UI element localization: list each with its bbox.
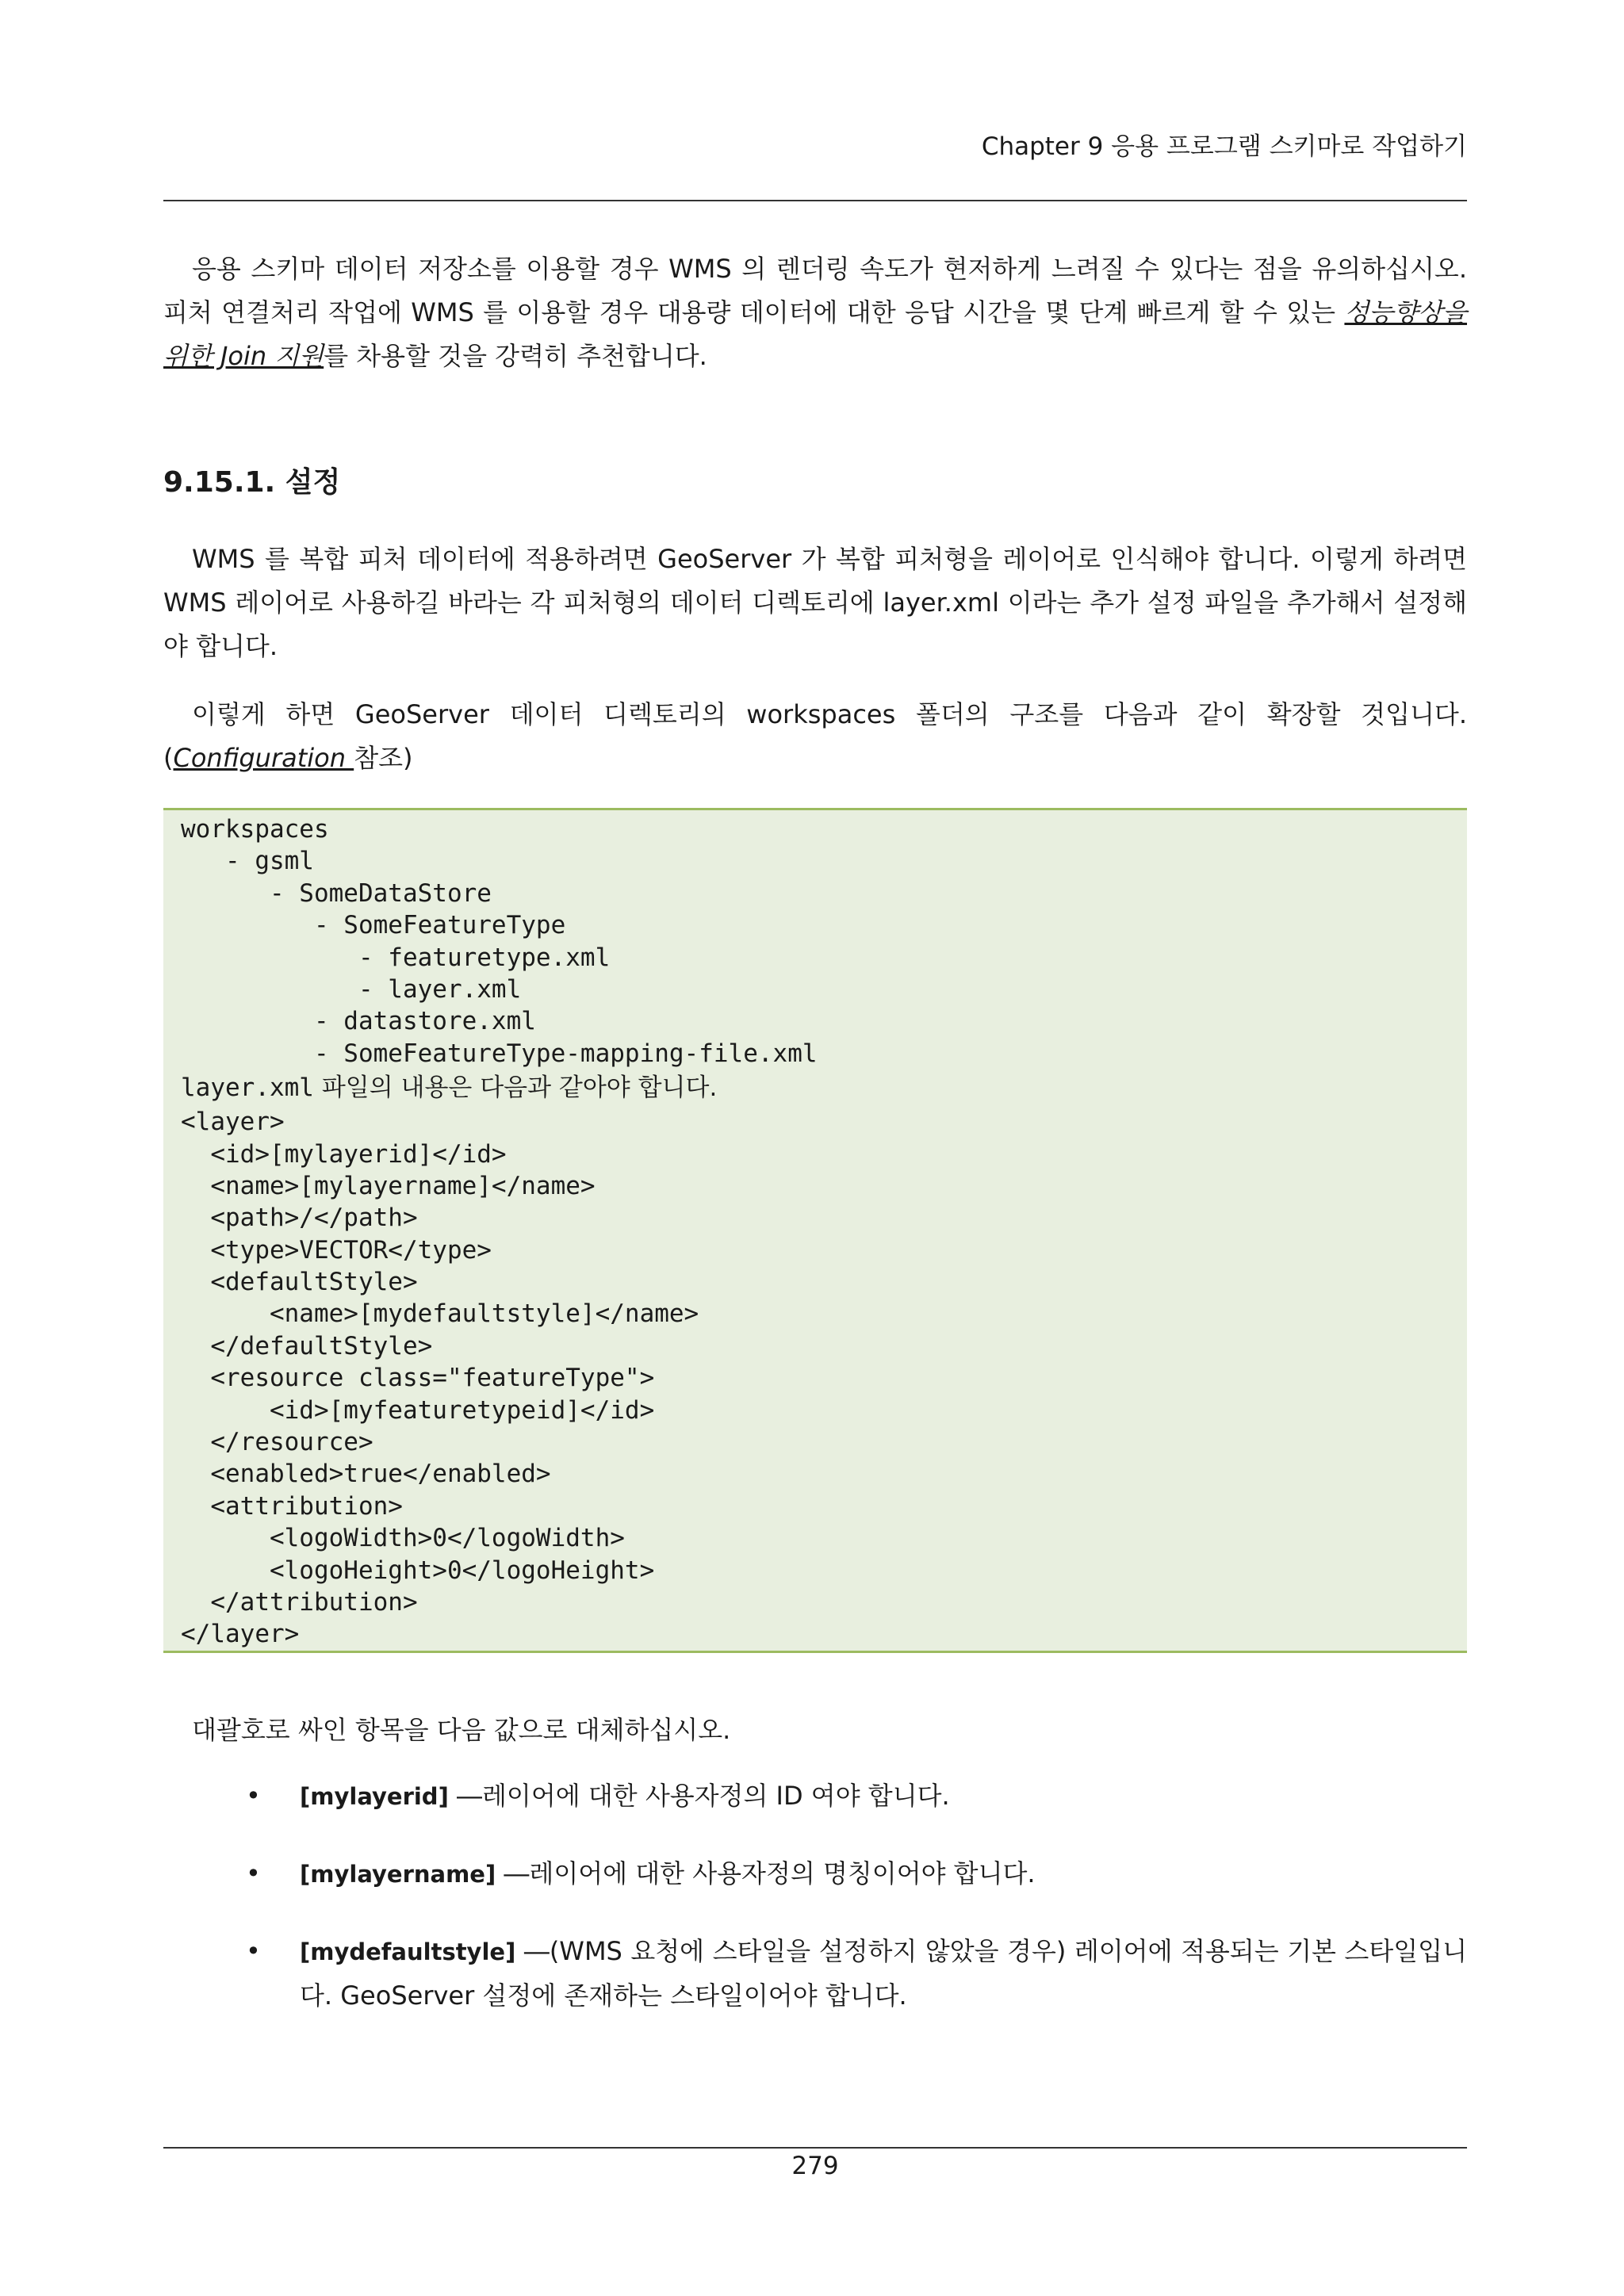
list-item-description: ―레이어에 대한 사용자정의 ID 여야 합니다. xyxy=(448,1781,950,1811)
code-line: <id>[mylayerid]</id> xyxy=(181,1139,507,1169)
code-line: <logoHeight>0</logoHeight> xyxy=(181,1556,655,1585)
footer-rule xyxy=(163,2147,1467,2149)
code-line: <enabled>true</enabled> xyxy=(181,1460,551,1489)
workspace-paragraph xyxy=(163,693,1467,780)
code-line: - gsml xyxy=(181,847,314,876)
code-line: <path>/</path> xyxy=(181,1203,418,1233)
list-item xyxy=(163,1930,1467,2018)
workspace-text-before: 이렇게 하면 GeoServer 데이터 디렉토리의 workspaces 폴더의 구조를 다음과 같이 확장할 것입니다. ( xyxy=(163,699,1467,773)
code-block xyxy=(163,808,1467,1653)
workspace-text-after: 참조) xyxy=(354,743,413,773)
code-line: <id>[myfeaturetypeid]</id> xyxy=(181,1395,655,1425)
list-item xyxy=(163,1774,1467,1819)
code-line: <type>VECTOR</type> xyxy=(181,1235,492,1265)
list-item xyxy=(163,1852,1467,1896)
code-line: <name>[mylayername]</name> xyxy=(181,1171,596,1200)
replacement-list xyxy=(163,1774,1467,2051)
list-item-term: [mylayerid] xyxy=(300,1783,449,1810)
code-note-text: 파일의 내용은 다음과 같아야 합니다. xyxy=(313,1073,718,1103)
code-line: </resource> xyxy=(181,1428,373,1457)
intro-paragraph xyxy=(163,247,1467,378)
running-header: Chapter 9 응용 프로그램 스키마로 작업하기 xyxy=(981,132,1467,161)
code-line: </defaultStyle> xyxy=(181,1331,433,1360)
code-line: </attribution> xyxy=(181,1587,418,1617)
code-line: - SomeDataStore xyxy=(181,878,492,908)
configuration-link[interactable]: Configuration xyxy=(173,743,354,773)
code-line: <resource class="featureType"> xyxy=(181,1364,655,1393)
code-line: </layer> xyxy=(181,1620,300,1649)
code-line: - SomeFeatureType xyxy=(181,911,566,940)
intro-text-after: 를 차용할 것을 강력히 추천합니다. xyxy=(324,341,707,371)
code-line: <logoWidth>0</logoWidth> xyxy=(181,1524,625,1553)
code-line: <defaultStyle> xyxy=(181,1268,418,1297)
code-line: - datastore.xml xyxy=(181,1007,536,1036)
setup-paragraph: WMS 를 복합 피처 데이터에 적용하려면 GeoServer 가 복합 피처형을 레이어로 인식해야 합니다. 이렇게 하려면 WMS 레이어로 사용하길 바라는 각 피처형의 데이터 디렉토리에 layer.xml 이라는 추가 설정 파일을 추가해서 설정해야 합니다. xyxy=(163,544,1467,661)
code-note-line xyxy=(163,1070,1467,1106)
list-item-description: ―레이어에 대한 사용자정의 명칭이어야 합니다. xyxy=(496,1858,1036,1888)
intro-text-before: 응용 스키마 데이터 저장소를 이용할 경우 WMS 의 렌더링 속도가 현저하게 느려질 수 있다는 점을 유의하십시오. 피처 연결처리 작업에 WMS 를 이용할 경우 대용량 데이터에 대한 응답 시간을 몇 단계 빠르게 할 수 있는 xyxy=(163,254,1467,327)
section-heading: 9.15.1. 설정 xyxy=(163,466,341,499)
list-item-term: [mylayername] xyxy=(300,1861,496,1888)
code-line: - SomeFeatureType-mapping-file.xml xyxy=(181,1039,818,1068)
page-number: 279 xyxy=(791,2152,839,2180)
code-line: <attribution> xyxy=(181,1491,403,1521)
bullet-icon: • xyxy=(246,1936,261,1966)
list-item-description: ―(WMS 요청에 스타일을 설정하지 않았을 경우) 레이어에 적용되는 기본 스타일입니다. GeoServer 설정에 존재하는 스타일이어야 합니다. xyxy=(300,1936,1467,2011)
code-line: workspaces xyxy=(181,815,329,844)
header-rule xyxy=(163,200,1467,201)
document-page xyxy=(163,0,1467,2296)
performance-join-link[interactable]: 성능향상을 위한 Join 지원 xyxy=(163,297,1467,371)
bullet-icon: • xyxy=(246,1858,261,1888)
code-line: - layer.xml xyxy=(181,974,522,1004)
list-item-term: [mydefaultstyle] xyxy=(300,1938,516,1965)
code-note-filename: layer.xml xyxy=(181,1073,314,1103)
replace-paragraph: 대괄호로 싸인 항목을 다음 값으로 대체하십시오. xyxy=(192,1715,731,1745)
bullet-icon: • xyxy=(246,1781,261,1811)
code-line: <name>[mydefaultstyle]</name> xyxy=(181,1299,699,1329)
code-line: <layer> xyxy=(181,1108,285,1137)
code-line: - featuretype.xml xyxy=(181,943,611,972)
